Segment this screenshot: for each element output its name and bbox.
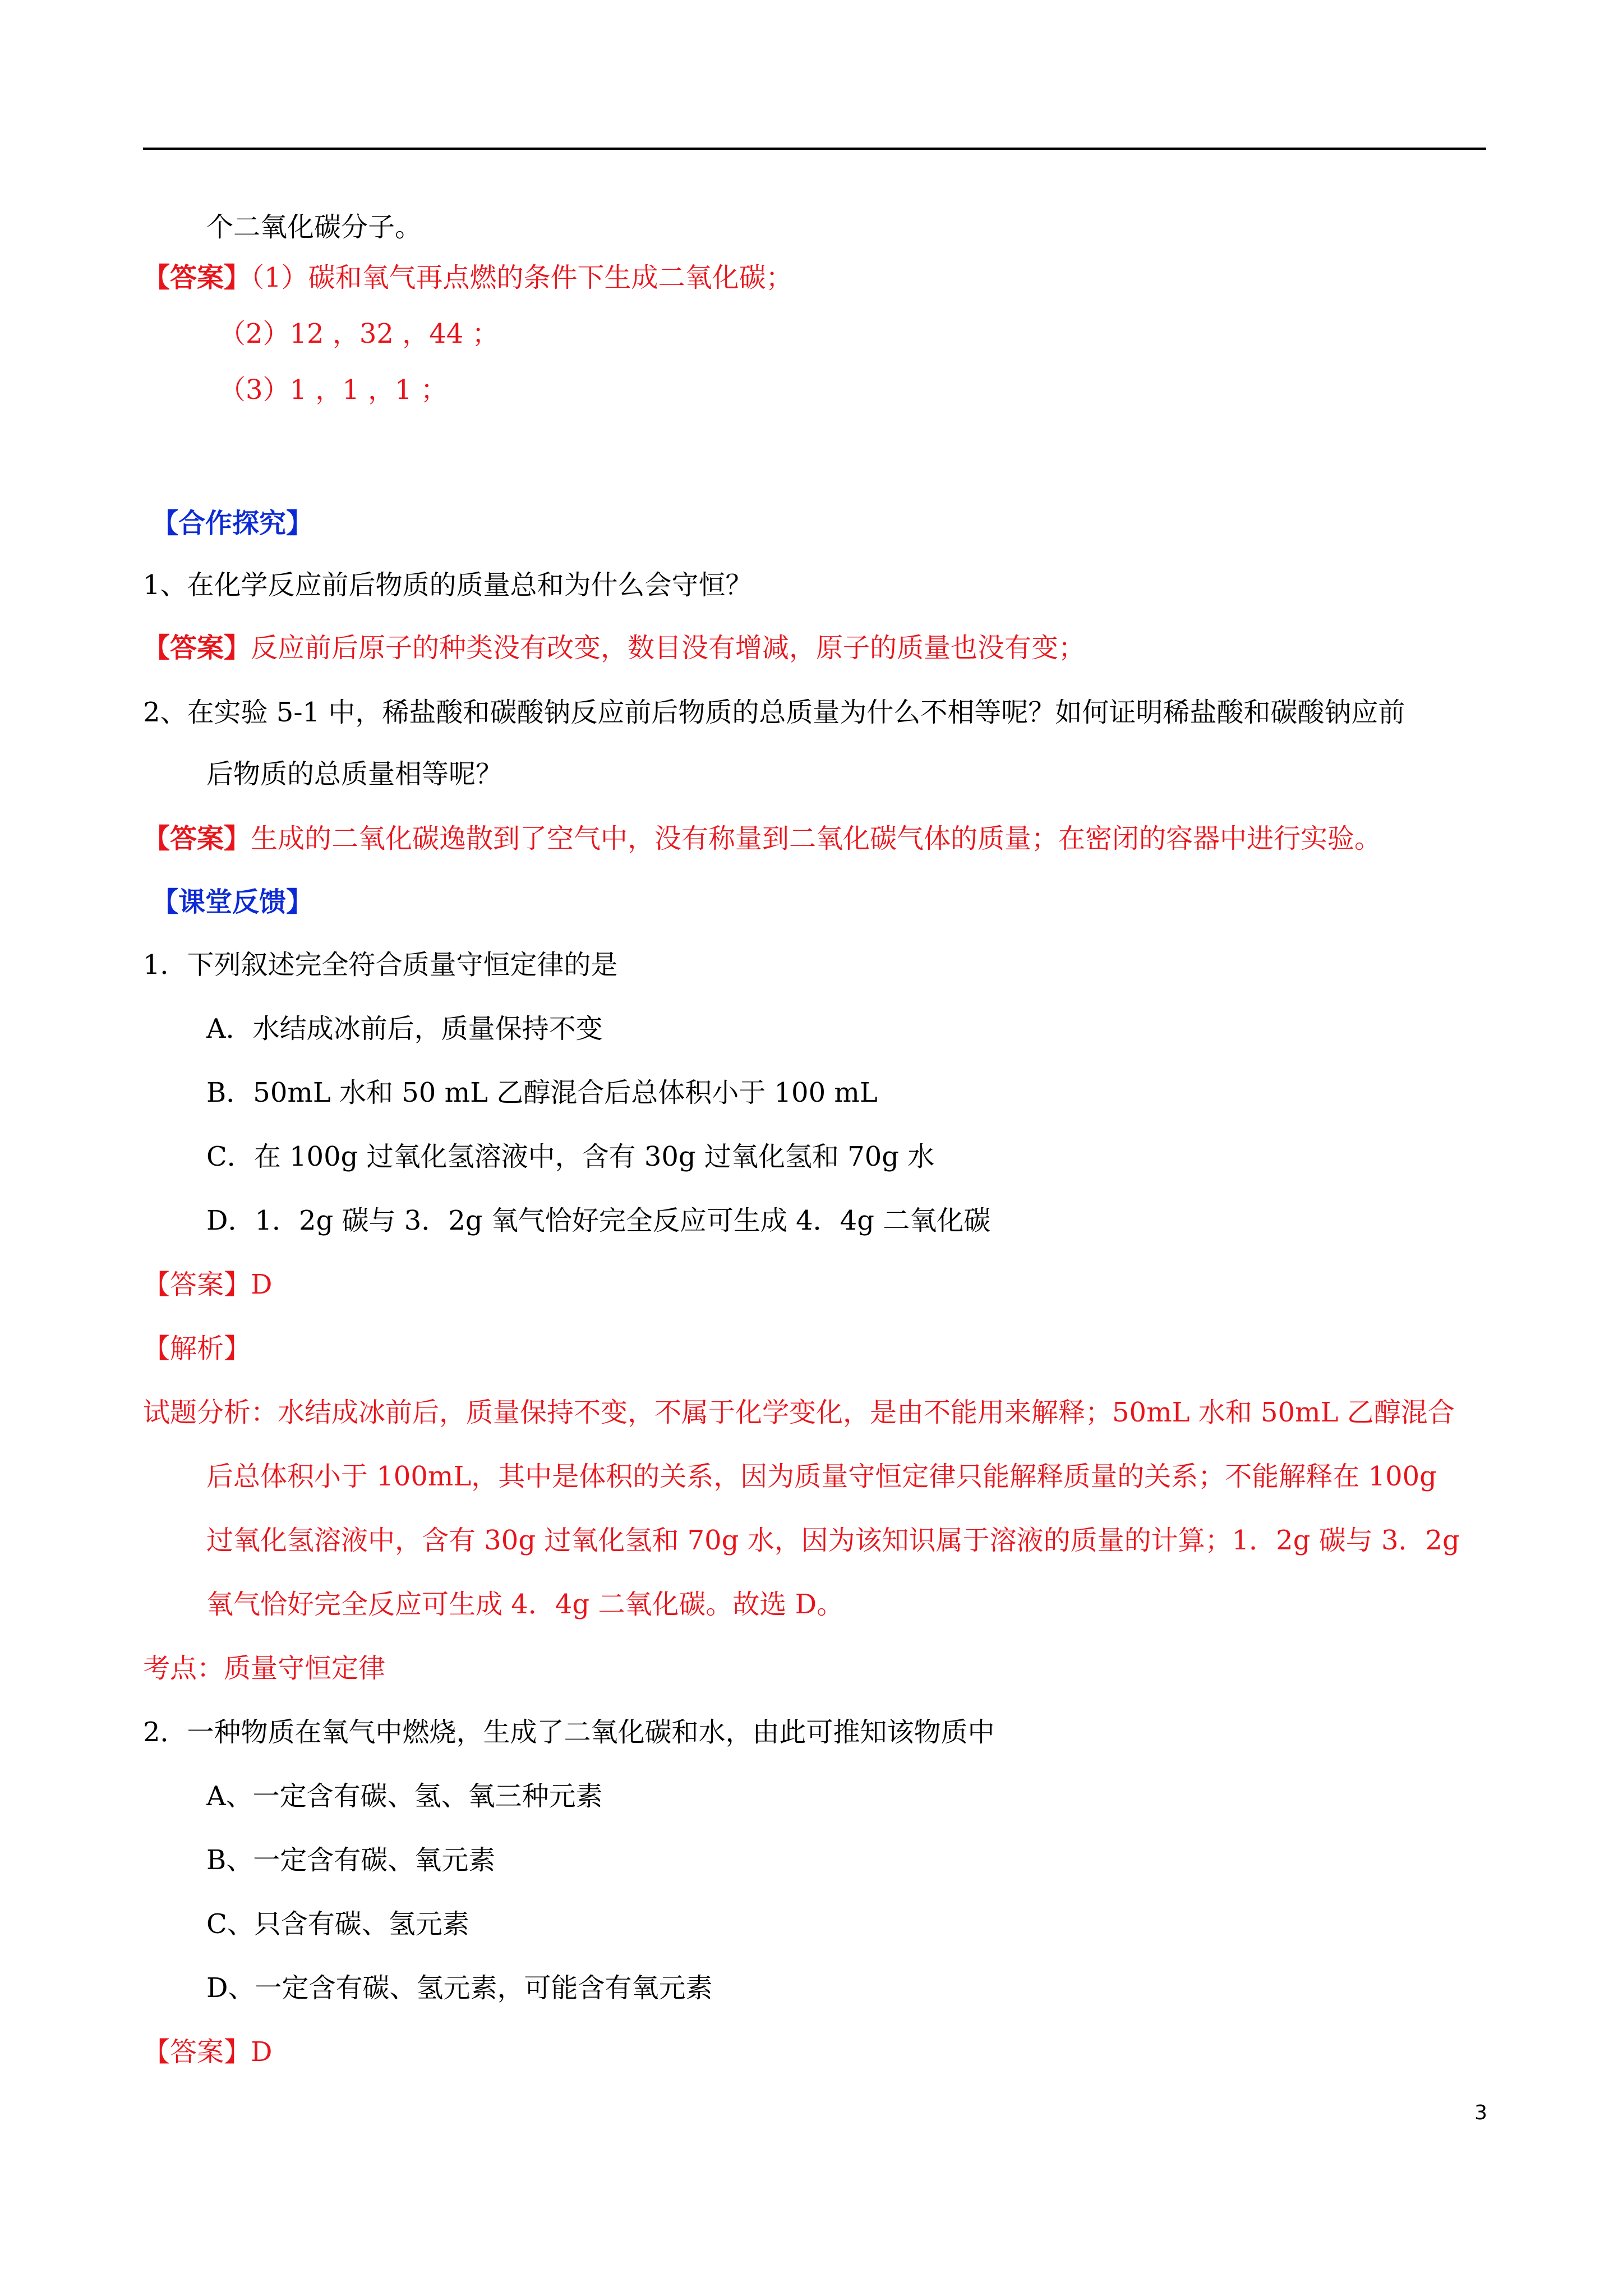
question-line: 1．下列叙述完全符合质量守恒定律的是 (143, 949, 618, 981)
kaodian-line: 考点：质量守恒定律 (143, 1653, 386, 1684)
option-a: A．水结成冰前后，质量保持不变 (206, 1013, 603, 1045)
option-b: B、一定含有碳、氧元素 (206, 1844, 496, 1876)
answer-text: 反应前后原子的种类没有改变，数目没有增减，原子的质量也没有变； (251, 632, 1086, 664)
answer-text: （1）碳和氧气再点燃的条件下生成二氧化碳； (251, 262, 793, 293)
section-heading: 【课堂反馈】 (151, 886, 313, 918)
answer-line (143, 822, 1381, 855)
analysis-line: 后总体积小于 100mL，其中是体积的关系，因为质量守恒定律只能解释质量的关系；不能解释在 100g (206, 1461, 1437, 1492)
answer-line: （2）12 ，32 ，44 ； (219, 318, 499, 349)
question-line: 1、在化学反应前后物质的质量总和为什么会守恒？ (143, 569, 753, 601)
option-c: C、只含有碳、氢元素 (206, 1908, 469, 1940)
answer-tag: 【答案】 (143, 632, 251, 664)
question-line: 2．一种物质在氧气中燃烧，生成了二氧化碳和水，由此可推知该物质中 (143, 1717, 995, 1748)
option-d: D、一定含有碳、氢元素，可能含有氧元素 (206, 1972, 713, 2004)
answer-line: 【答案】D (143, 1269, 273, 1300)
answer-line (143, 261, 793, 295)
analysis-line: 过氧化氢溶液中，含有 30g 过氧化氢和 70g 水，因为该知识属于溶液的质量的计算；1．2g 碳与 3．2g (206, 1525, 1460, 1556)
option-b: B．50mL 水和 50 mL 乙醇混合后总体积小于 100 mL (206, 1077, 878, 1108)
option-a: A、一定含有碳、氢、氧三种元素 (206, 1780, 603, 1812)
answer-tag: 【答案】 (143, 262, 251, 293)
analysis-heading: 【解析】 (143, 1333, 251, 1364)
section-heading: 【合作探究】 (151, 508, 313, 539)
answer-text: 生成的二氧化碳逸散到了空气中，没有称量到二氧化碳气体的质量；在密闭的容器中进行实验。 (251, 823, 1382, 854)
text-line: 个二氧化碳分子。 (206, 211, 422, 243)
header-rule (143, 148, 1486, 150)
answer-line: 【答案】D (143, 2036, 273, 2068)
answer-line (143, 631, 1085, 665)
option-d: D．1．2g 碳与 3．2g 氧气恰好完全反应可生成 4．4g 二氧化碳 (206, 1205, 991, 1236)
page-number: 3 (1474, 2101, 1487, 2124)
answer-line: （3）1 ，1 ，1 ； (219, 374, 448, 406)
analysis-line: 试题分析：水结成冰前后，质量保持不变，不属于化学变化，是由不能用来解释；50mL 水和 50mL 乙醇混合 (143, 1397, 1455, 1428)
option-c: C．在 100g 过氧化氢溶液中，含有 30g 过氧化氢和 70g 水 (206, 1141, 935, 1172)
question-line: 后物质的总质量相等呢？ (206, 758, 503, 790)
analysis-line: 氧气恰好完全反应可生成 4．4g 二氧化碳。故选 D。 (206, 1589, 844, 1620)
question-line: 2、在实验 5-1 中，稀盐酸和碳酸钠反应前后物质的总质量为什么不相等呢？如何证明稀盐酸和碳酸钠应前 (143, 697, 1405, 728)
answer-tag: 【答案】 (143, 823, 251, 854)
